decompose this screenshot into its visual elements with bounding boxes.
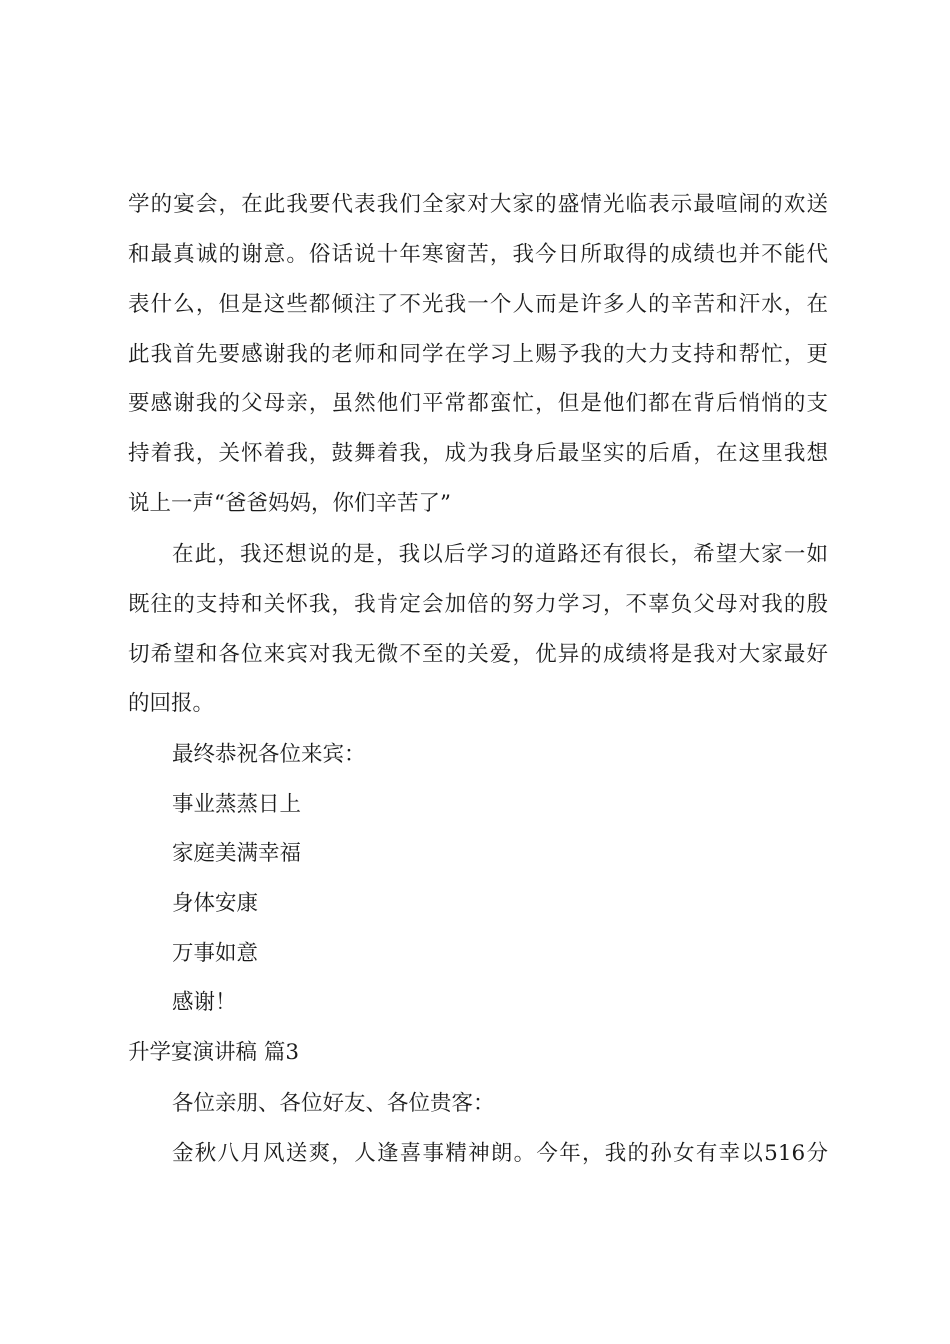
paragraph-line: 在此，我还想说的是，我以后学习的道路还有很长，希望大家一如 bbox=[172, 542, 828, 567]
paragraph-line: 表什么，但是这些都倾注了不光我一个人而是许多人的辛苦和汗水，在 bbox=[128, 292, 828, 317]
greeting-line: 各位亲朋、各位好友、各位贵客： bbox=[172, 1091, 495, 1116]
paragraph-line: 学的宴会，在此我要代表我们全家对大家的盛情光临表示最喧闹的欢送 bbox=[128, 192, 828, 217]
paragraph-line: 要感谢我的父母亲，虽然他们平常都蛮忙，但是他们都在背后悄悄的支 bbox=[128, 391, 828, 416]
blessing-item: 事业蒸蒸日上 bbox=[172, 792, 302, 817]
paragraph-line: 的回报。 bbox=[128, 691, 215, 716]
blessing-item: 家庭美满幸福 bbox=[172, 841, 302, 866]
paragraph-line: 金秋八月风送爽，人逢喜事精神朗。今年，我的孙女有幸以516分 bbox=[172, 1141, 828, 1166]
section-title: 升学宴演讲稿 篇3 bbox=[128, 1040, 300, 1065]
paragraph-line: 切希望和各位来宾对我无微不至的关爱，优异的成绩将是我对大家最好 bbox=[128, 642, 828, 667]
blessing-item: 万事如意 bbox=[172, 941, 259, 966]
paragraph-line: 既往的支持和关怀我，我肯定会加倍的努力学习，不辜负父母对我的殷 bbox=[128, 592, 828, 617]
paragraph-line: 说上一声“爸爸妈妈，你们辛苦了” bbox=[128, 491, 451, 516]
blessing-intro: 最终恭祝各位来宾： bbox=[172, 742, 366, 767]
thanks-line: 感谢！ bbox=[172, 990, 237, 1015]
paragraph-line: 此我首先要感谢我的老师和同学在学习上赐予我的大力支持和帮忙，更 bbox=[128, 342, 828, 367]
paragraph-line: 和最真诚的谢意。俗话说十年寒窗苦，我今日所取得的成绩也并不能代 bbox=[128, 242, 828, 267]
paragraph-line: 持着我，关怀着我，鼓舞着我，成为我身后最坚实的后盾，在这里我想 bbox=[128, 441, 828, 466]
blessing-item: 身体安康 bbox=[172, 891, 259, 916]
